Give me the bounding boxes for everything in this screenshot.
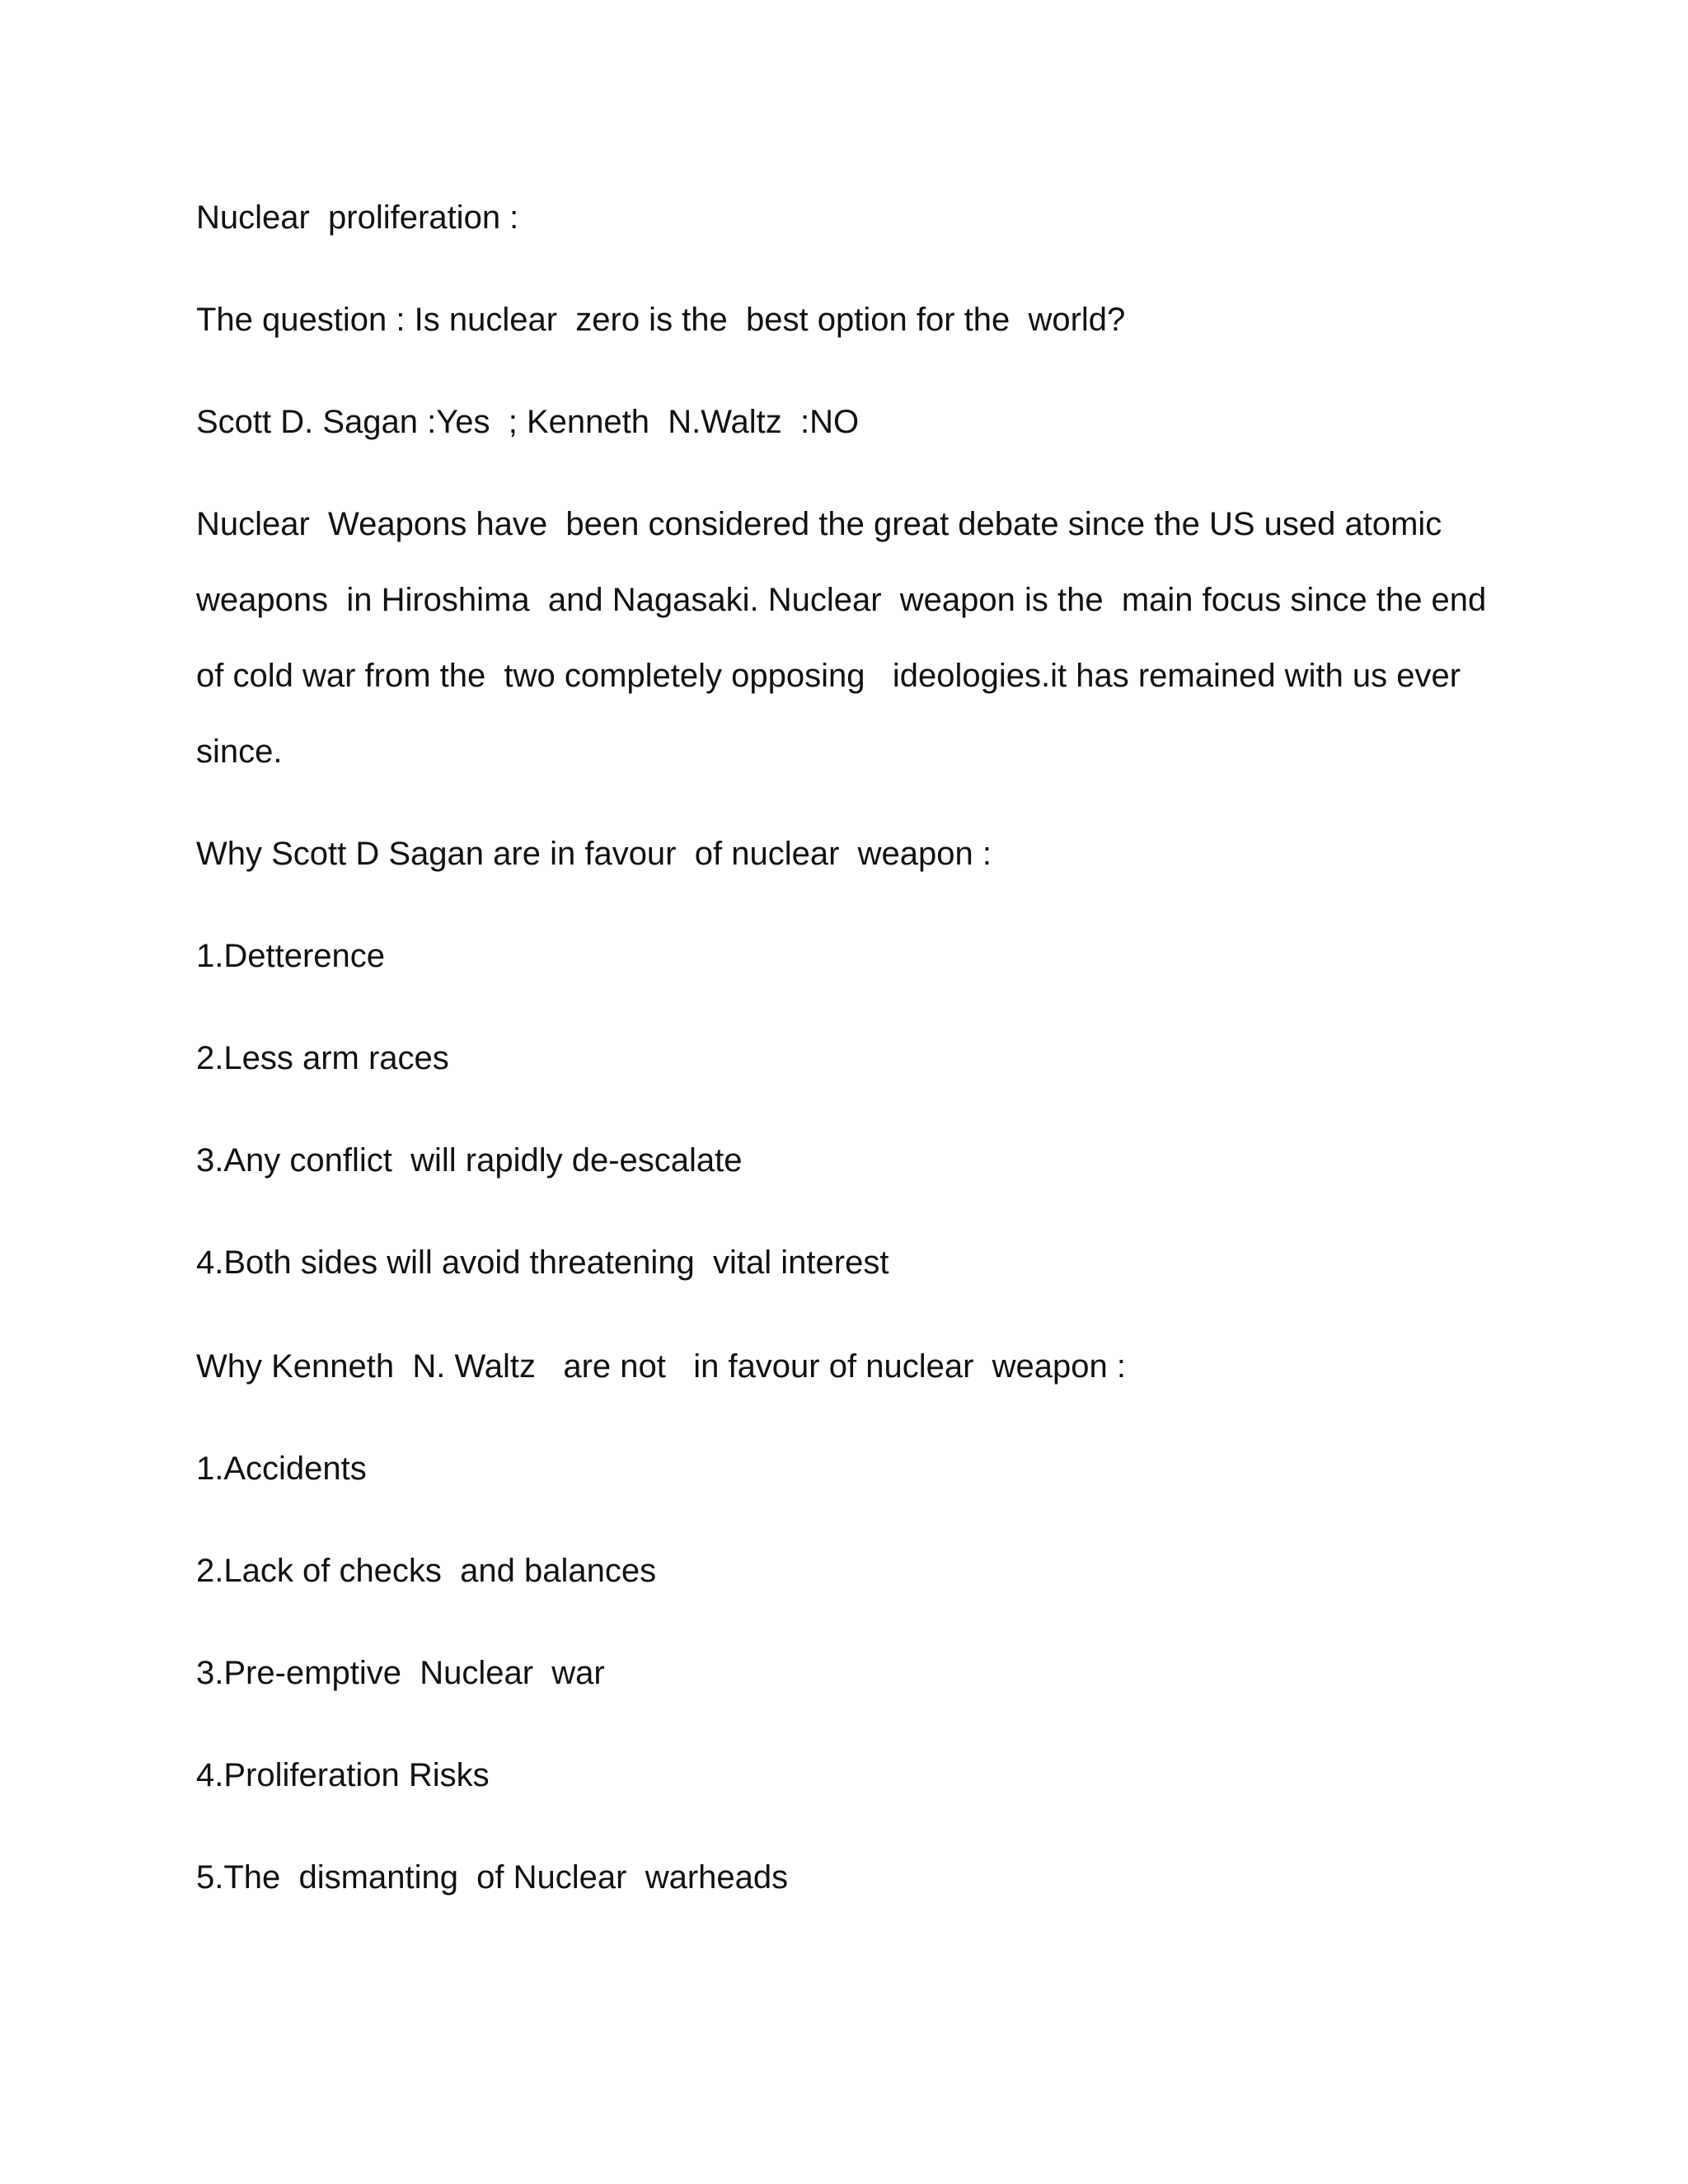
sagan-point: 2.Less arm races <box>196 1040 449 1076</box>
waltz-point: 2.Lack of checks and balances <box>196 1553 657 1589</box>
sagan-point: 3.Any conflict will rapidly de-escalate <box>196 1142 743 1179</box>
document-title: Nuclear proliferation : <box>196 199 519 236</box>
paragraph-line: of cold war from the two completely opposing ideologies.it has remained with us ever <box>196 658 1461 694</box>
paragraph-line: since. <box>196 733 283 770</box>
waltz-point: 4.Proliferation Risks <box>196 1757 490 1793</box>
waltz-point: 1.Accidents <box>196 1451 367 1487</box>
waltz-point: 5.The dismanting of Nuclear warheads <box>196 1859 789 1896</box>
sagan-point: 4.Both sides will avoid threatening vital interest <box>196 1244 889 1281</box>
sagan-point: 1.Detterence <box>196 938 386 974</box>
waltz-heading: Why Kenneth N. Waltz are not in favour of nuclear weapon : <box>196 1348 1126 1385</box>
positions-line: Scott D. Sagan :Yes ; Kenneth N.Waltz :NO <box>196 404 860 440</box>
question-line: The question : Is nuclear zero is the best option for the world? <box>196 302 1126 338</box>
waltz-point: 3.Pre-emptive Nuclear war <box>196 1655 605 1691</box>
paragraph-line: Nuclear Weapons have been considered the great debate since the US used atomic <box>196 506 1442 542</box>
sagan-heading: Why Scott D Sagan are in favour of nuclear weapon : <box>196 836 992 872</box>
paragraph-line: weapons in Hiroshima and Nagasaki. Nuclear weapon is the main focus since the end <box>196 582 1487 618</box>
